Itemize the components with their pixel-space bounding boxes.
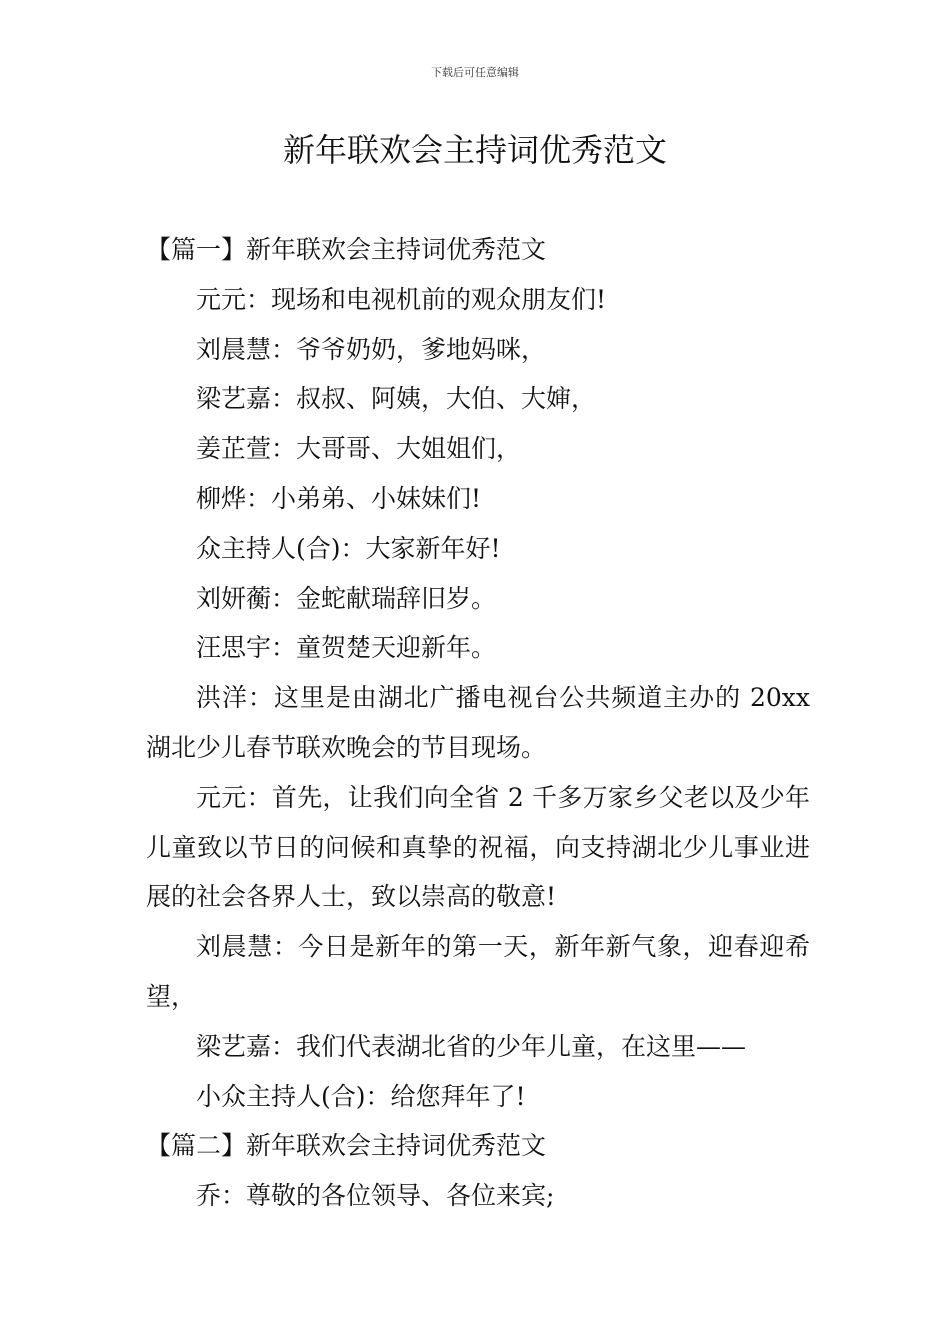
dialogue-line: 小众主持人(合)：给您拜年了! — [196, 1081, 526, 1111]
document-body — [146, 225, 810, 1221]
dialogue-line: 乔：尊敬的各位领导、各位来宾; — [196, 1181, 555, 1211]
dialogue-line: 刘妍蘅：金蛇献瑞辞旧岁。 — [196, 583, 497, 613]
dialogue-line: 梁艺嘉：我们代表湖北省的少年儿童，在这里—— — [196, 1031, 747, 1061]
dialogue-line: 梁艺嘉：叔叔、阿姨，大伯、大婶， — [196, 384, 597, 414]
dialogue-line: 刘晨慧：今日是新年的第一天，新年新气象，迎春迎希望， — [146, 932, 810, 1011]
document-title: 新年联欢会主持词优秀范文 — [282, 131, 667, 169]
dialogue-line: 刘晨慧：爷爷奶奶，爹地妈咪， — [196, 334, 547, 364]
dialogue-line: 众主持人(合)：大家新年好! — [196, 533, 501, 563]
dialogue-line: 姜芷萱：大哥哥、大姐姐们， — [196, 434, 522, 464]
dialogue-line: 元元：首先，让我们向全省 2 千多万家乡父老以及少年儿童致以节日的问候和真挚的祝福，向支持湖北少儿事业进展的社会各界人士，致以崇高的敬意! — [146, 782, 810, 912]
section-heading: 【篇一】新年联欢会主持词优秀范文 — [146, 235, 547, 264]
section-heading: 【篇二】新年联欢会主持词优秀范文 — [146, 1131, 547, 1161]
header-note: 下载后可任意编辑 — [431, 66, 519, 79]
dialogue-line: 汪思宇：童贺楚天迎新年。 — [196, 633, 497, 663]
dialogue-line: 元元：现场和电视机前的观众朋友们! — [196, 284, 607, 314]
dialogue-line: 柳烨：小弟弟、小妹妹们! — [196, 483, 482, 513]
dialogue-line: 洪洋：这里是由湖北广播电视台公共频道主办的 20xx 湖北少儿春节联欢晚会的节目现场。 — [146, 683, 810, 762]
